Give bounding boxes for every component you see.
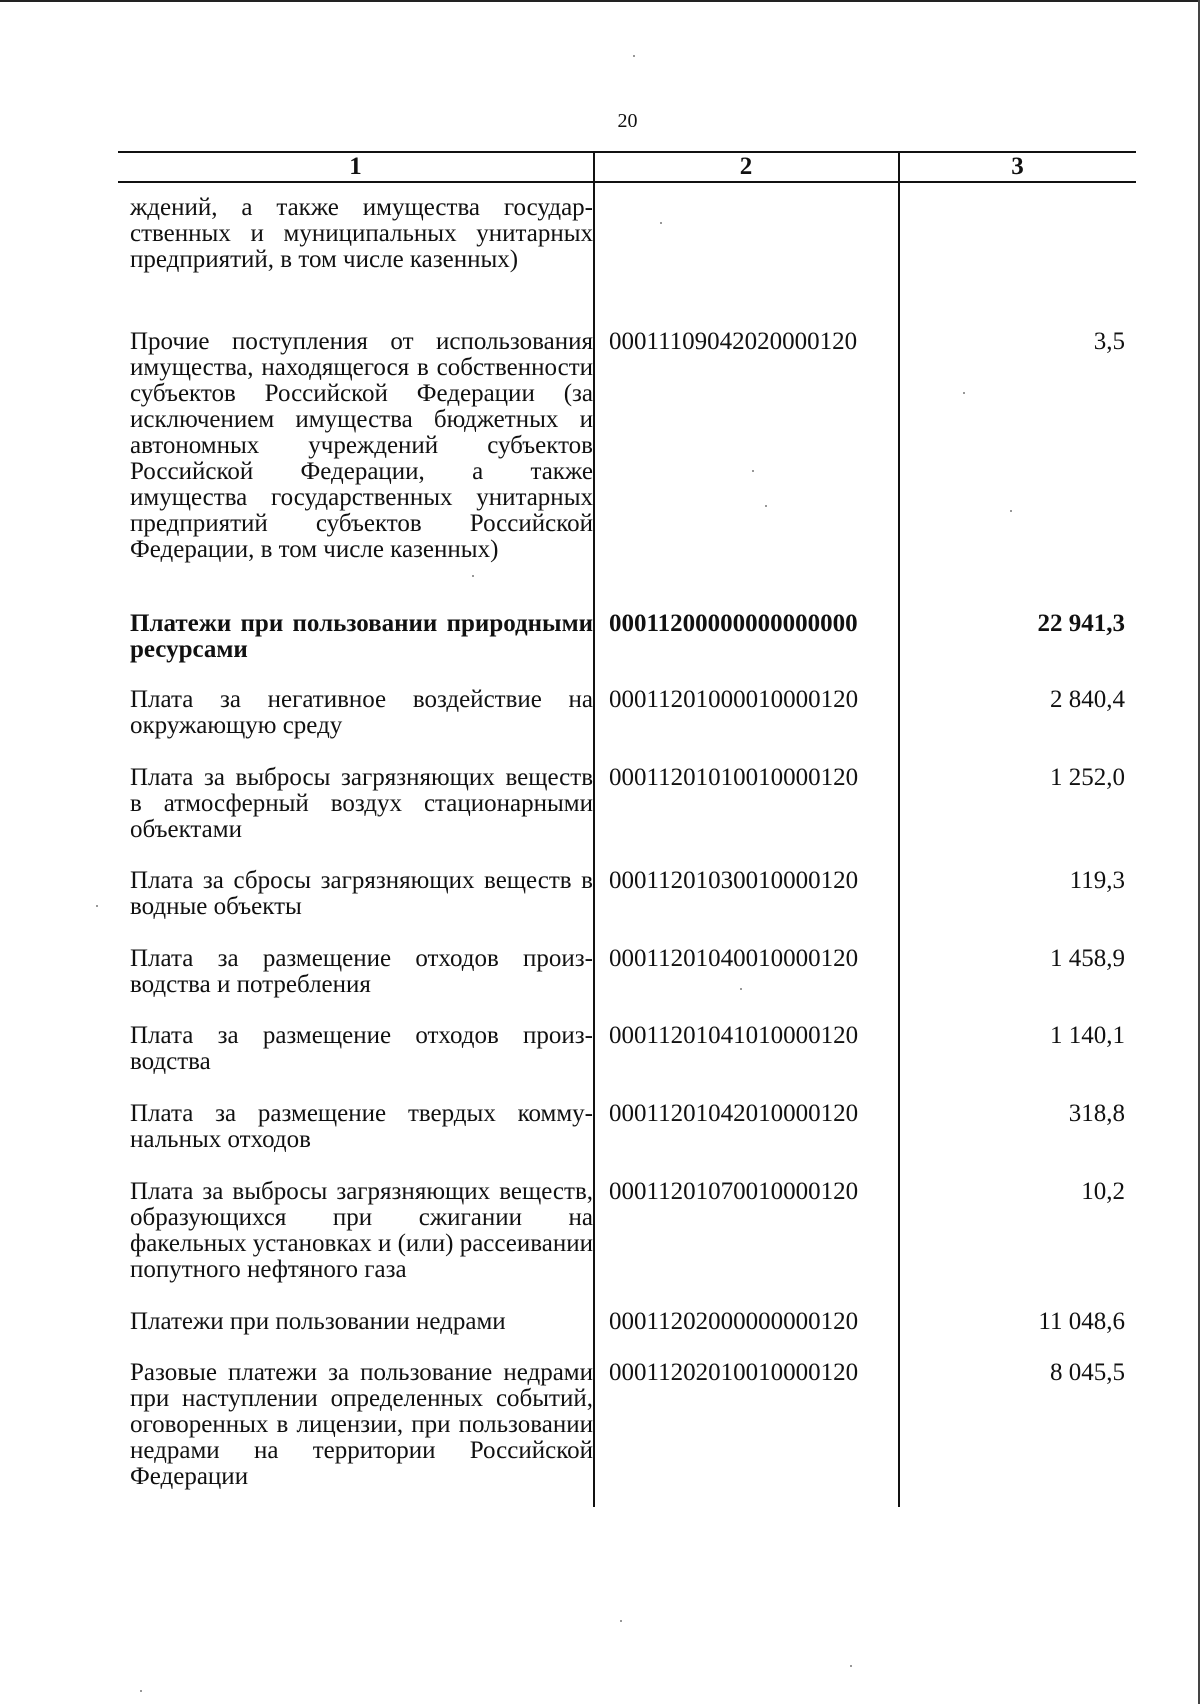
table-top-rule (118, 151, 1136, 153)
scan-speck (850, 1665, 852, 1667)
row-code: 00011201010010000120 (609, 764, 859, 791)
column-divider-1 (593, 151, 595, 1507)
scan-speck (963, 392, 965, 394)
row-code: 00011201041010000120 (609, 1022, 859, 1049)
row-value: 3,5 (1093, 328, 1125, 355)
row-value: 2 840,4 (1050, 686, 1125, 713)
row-name: Разовые платежи за пользование недрами при наступлении определенных событий, оговоренных в лицензии, при пользовании недрами на территории Российской Федерации (130, 1359, 593, 1490)
row-code: 00011201000010000120 (609, 686, 859, 713)
scan-edge-top (0, 0, 1200, 2)
row-name: Платежи при пользовании недрами (130, 1308, 506, 1335)
row-code: 00011201042010000120 (609, 1100, 859, 1127)
row-name: Плата за размещение отходов производства и потребления (130, 945, 593, 998)
row-code: 00011202010010000120 (609, 1359, 859, 1386)
row-name: Плата за негативное воздействие на окружающую среду (130, 686, 593, 739)
revenue-table (118, 151, 1136, 1507)
row-name: Плата за выбросы загрязняющих веществ в атмосферный воздух стационарными объектами (130, 764, 593, 843)
scan-speck (140, 1690, 142, 1692)
row-code: 00011201030010000120 (609, 867, 859, 894)
row-value: 318,8 (1068, 1100, 1125, 1127)
scan-speck (765, 505, 767, 507)
row-value: 10,2 (1081, 1178, 1125, 1205)
row-value: 1 140,1 (1050, 1022, 1125, 1049)
row-name: Плата за выбросы загрязняющих веществ, образующихся при сжигании на факельных установках и (или) рассеивании попутного нефтяного газа (130, 1178, 593, 1283)
scan-speck (752, 470, 754, 472)
column-header-1: 1 (349, 153, 362, 180)
row-name: Плата за размещение отходов производства (130, 1022, 593, 1075)
row-code: 00011202000000000120 (609, 1308, 859, 1335)
row-value: 1 458,9 (1050, 945, 1125, 972)
scan-speck (620, 1620, 622, 1622)
row-name: Плата за размещение твердых коммунальных отходов (130, 1100, 593, 1153)
scan-speck (96, 905, 98, 907)
scan-speck (472, 575, 474, 577)
row-value: 11 048,6 (1038, 1308, 1125, 1335)
row-name: Плата за сбросы загрязняющих веществ в водные объекты (130, 867, 593, 920)
row-value: 119,3 (1069, 867, 1125, 894)
row-value: 22 941,3 (1037, 610, 1125, 637)
row-code: 00011201040010000120 (609, 945, 859, 972)
scan-speck (633, 55, 635, 57)
row-code: 00011201070010000120 (609, 1178, 859, 1205)
row-code: 00011200000000000000 (609, 610, 858, 637)
row-name: Прочие поступления от использования имущества, находящегося в собственности субъектов Российской Федерации (за исключением имущества бюджетных и автономных учреждений субъектов Российской Федерации, а также имущества государственных унитарных предприятий субъектов Российской Федерации, в том числе казенных) (130, 328, 593, 563)
row-value: 1 252,0 (1050, 764, 1125, 791)
row-value: 8 045,5 (1050, 1359, 1125, 1386)
row-code: 00011109042020000120 (609, 328, 858, 355)
column-header-3: 3 (1011, 153, 1024, 180)
row-name: ждений, а также имущества государственных и муниципальных унитарных предприятий, в том числе казенных) (130, 194, 593, 273)
table-header-rule (118, 181, 1136, 183)
scan-speck (740, 988, 742, 990)
scan-speck (1010, 510, 1012, 512)
scan-speck (660, 222, 662, 224)
row-name: Платежи при пользовании природными ресурсами (130, 610, 593, 663)
column-header-2: 2 (739, 153, 753, 180)
page-number: 20 (617, 110, 638, 132)
